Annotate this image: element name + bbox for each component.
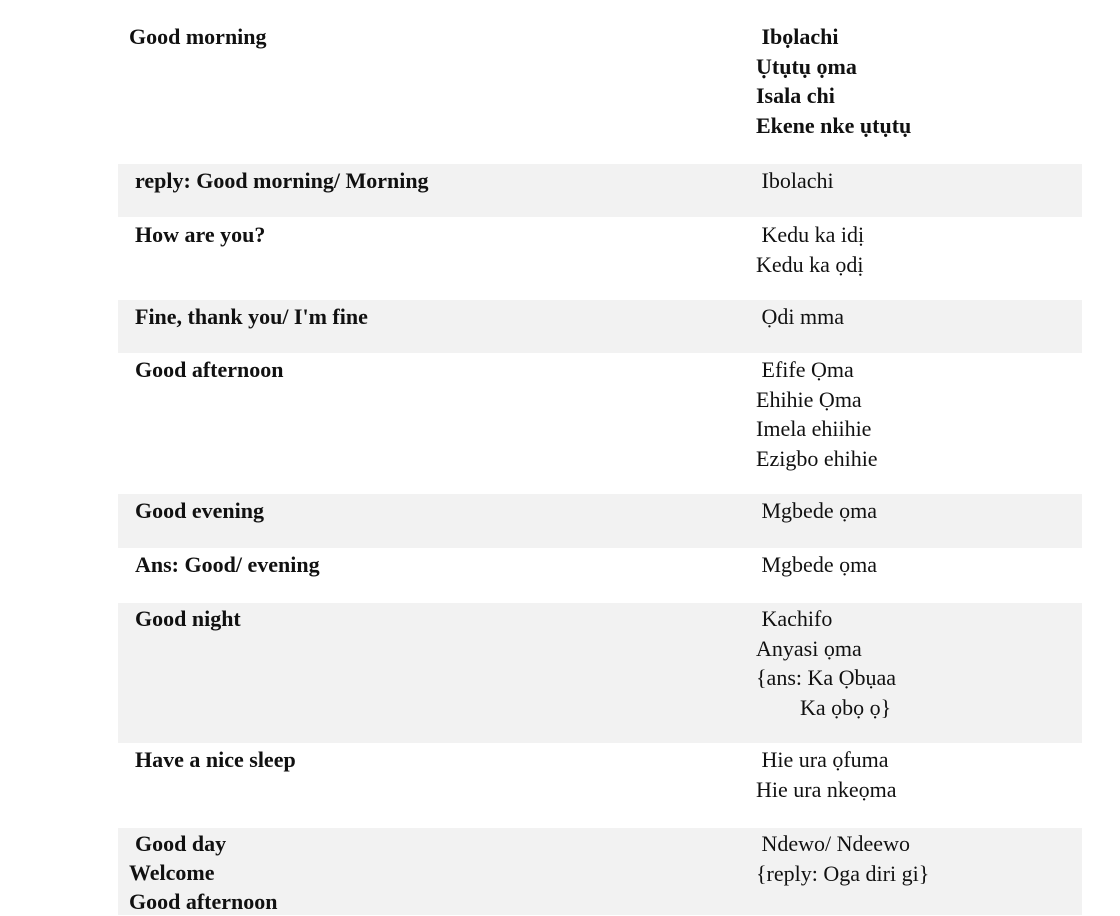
igbo-text: {ans: Ka Ọbụaa [756,665,897,690]
english-cell [135,550,320,579]
igbo-text: Kedu ka ọdị [756,251,864,277]
english-cell [135,604,241,633]
table-row-good-morning [118,0,1082,164]
igbo-cell [756,550,877,580]
igbo-text: Ụtụtụ ọma [756,53,857,79]
igbo-cell [756,302,844,332]
english-text: Good night [135,606,241,631]
igbo-text: Kedu ka idị [756,222,865,247]
english-text: Good day [135,831,227,856]
igbo-cell [756,355,878,473]
igbo-text: Mgbede ọma [756,498,877,523]
english-text: Welcome [129,860,215,885]
igbo-text: Ka ọbọ ọ} [756,694,892,720]
table-row-good-evening [118,494,1082,548]
igbo-text: Anyasi ọma [756,635,862,661]
english-cell [135,302,368,331]
table-row-ans-good-evening [118,548,1082,603]
igbo-cell [756,829,929,888]
igbo-cell [756,220,864,279]
table-row-good-night [118,603,1082,743]
english-cell [135,355,284,384]
english-cell [135,220,265,249]
igbo-text: Hie ura ọfuma [756,747,889,772]
igbo-cell [756,745,897,804]
igbo-cell [756,604,896,722]
igbo-text: Ekene nke ụtụtụ [756,112,912,138]
english-cell [129,829,278,916]
table-row-fine-thank-you [118,300,1082,353]
table-row-good-day [118,828,1082,915]
table-row-good-afternoon [118,353,1082,494]
table-row-how-are-you [118,217,1082,300]
english-text: How are you? [135,222,266,247]
english-text: Good afternoon [135,357,284,382]
english-text: Ans: Good/ evening [135,552,320,577]
igbo-text: Kachifo [756,606,833,631]
english-text: Good evening [135,498,264,523]
english-cell [135,745,296,774]
english-cell [135,496,264,525]
igbo-cell [756,166,834,196]
igbo-cell [756,22,911,140]
igbo-text: Imela ehiihie [756,416,872,441]
table-row-reply-good-morning [118,164,1082,217]
igbo-text: {reply: Oga diri gi} [756,860,930,886]
igbo-text: Isala chi [756,83,835,108]
english-text: Have a nice sleep [135,747,296,772]
igbo-text: Efife Ọma [756,357,854,382]
english-text: reply: Good morning/ Morning [135,168,429,193]
igbo-text: Ndewo/ Ndeewo [756,831,910,856]
igbo-text: Ezigbo ehihie [756,445,878,471]
table-row-have-a-nice-sleep [118,743,1082,828]
igbo-text: Ibọlachi [756,24,839,49]
igbo-text: Ọdi mma [756,304,844,329]
igbo-text: Hie ura nkeọma [756,776,897,802]
greetings-table [118,0,1082,915]
igbo-text: Mgbede ọma [756,552,877,577]
english-cell [129,22,267,51]
english-text: Fine, thank you/ I'm fine [135,304,368,329]
english-cell [135,166,429,195]
english-text: Good morning [129,24,267,49]
igbo-cell [756,496,877,526]
english-text: Good afternoon [129,889,278,914]
igbo-text: Ehihie Ọma [756,386,862,412]
igbo-text: Ibolachi [756,168,834,193]
